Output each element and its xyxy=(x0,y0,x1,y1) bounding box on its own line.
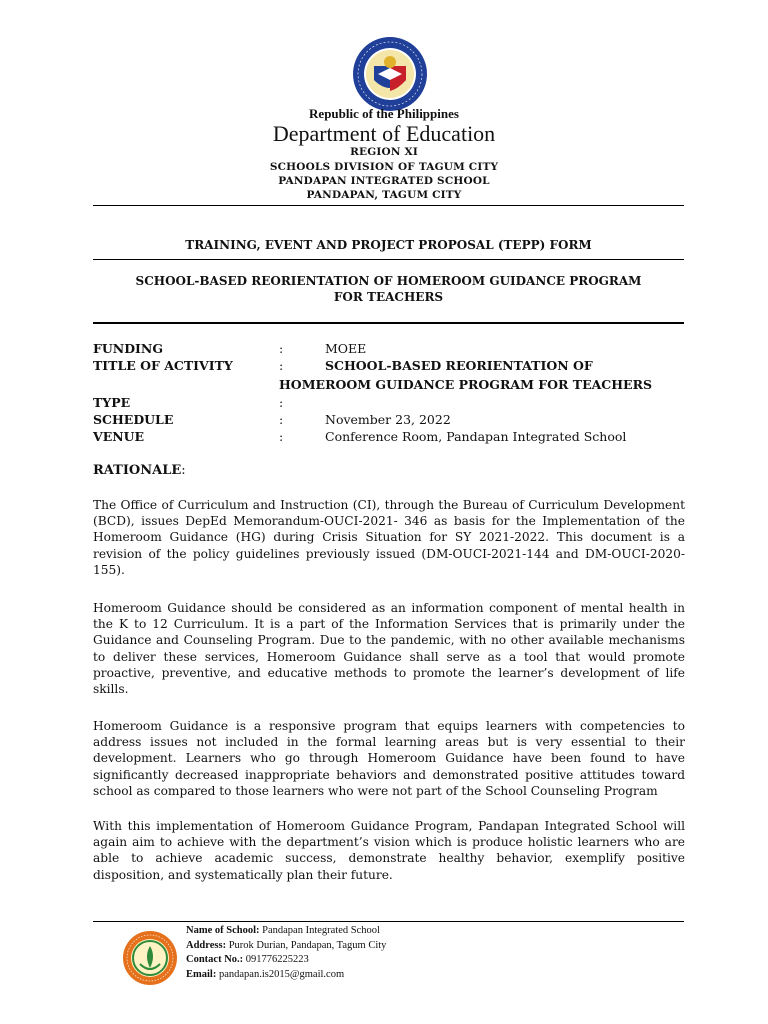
activity-title-divider xyxy=(93,322,684,324)
title-label: TITLE OF ACTIVITY xyxy=(93,358,233,373)
title-value-line2: HOMEROOM GUIDANCE PROGRAM FOR TEACHERS xyxy=(279,377,652,392)
form-title-divider xyxy=(93,259,684,260)
venue-label: VENUE xyxy=(93,429,145,444)
rationale-colon: : xyxy=(181,463,186,478)
school-address-value: Purok Durian, Pandapan, Tagum City xyxy=(228,939,387,951)
contact-label: Contact No.: xyxy=(186,954,244,965)
school-address-line xyxy=(186,939,386,954)
rationale-heading xyxy=(93,463,186,478)
schedule-label: SCHEDULE xyxy=(93,412,174,427)
venue-value: Conference Room, Pandapan Integrated School xyxy=(325,429,627,444)
activity-title xyxy=(93,273,684,305)
funding-row xyxy=(93,341,693,358)
contact-value: 091776225223 xyxy=(245,954,309,965)
funding-value: MOEE xyxy=(325,341,367,356)
type-label: TYPE xyxy=(93,395,131,410)
activity-title-line2: FOR TEACHERS xyxy=(333,290,444,304)
address-label: PANDAPAN, TAGUM CITY xyxy=(306,189,462,201)
form-title: TRAINING, EVENT AND PROJECT PROPOSAL (TEPP) FORM xyxy=(185,238,592,252)
school-name-value: Pandapan Integrated School xyxy=(262,925,380,936)
contact-line xyxy=(186,953,386,968)
title-value-line1: SCHOOL-BASED REORIENTATION OF xyxy=(325,358,593,373)
title-row xyxy=(93,358,693,395)
region-label: REGION XI xyxy=(350,146,418,158)
school-name-line xyxy=(186,924,386,939)
school-name-label: Name of School: xyxy=(186,925,260,936)
email-label: Email: xyxy=(186,968,217,980)
rationale-paragraph-1: The Office of Curriculum and Instruction (CI), through the Bureau of Curriculum Development (BCD), issues DepEd Memorandum-OUCI-2021- 346 as basis for the Implementation of the Homeroom Guidance (HG) during Crisis Situation for SY 2021-2022. This document is a revision of the policy guidelines previously issued (DM-OUCI-2021-144 and DM-OUCI-2020-155). xyxy=(93,498,685,577)
school-logo-icon xyxy=(122,930,178,986)
schedule-value: November 23, 2022 xyxy=(325,412,451,427)
rationale-paragraph-4: With this implementation of Homeroom Guidance Program, Pandapan Integrated School will again aim to achieve with the department’s vision which is produce holistic learners who are able to achieve academic success, demonstrate healthy behavior, exemplify positive disposition, and systematically plan their future. xyxy=(93,819,685,882)
type-row xyxy=(93,395,693,412)
funding-label: FUNDING xyxy=(93,341,163,356)
republic-label: Republic of the Philippines xyxy=(309,106,459,121)
rationale-paragraph-2: Homeroom Guidance should be considered as an information component of mental health in the K to 12 Curriculum. It is a part of the Information Services that is primarily under the Guidance and Counseling Program. Due to the pandemic, with no other available mechanisms to deliver these services, Homeroom Guidance shall serve as a tool that would promote proactive, preventive, and educative methods to promote the learner’s development of life skills. xyxy=(93,601,685,697)
rationale-paragraph-3: Homeroom Guidance is a responsive program that equips learners with competencies to address issues not included in the formal learning areas but is very essential to their development. Learners who go through Homeroom Guidance have been found to have significantly decreased inappropriate behaviors and demonstrated positive attitudes toward school as compared to those learners who were not part of the School Counseling Program xyxy=(93,719,685,798)
header-divider xyxy=(93,205,684,206)
division-label: SCHOOLS DIVISION OF TAGUM CITY xyxy=(269,161,499,173)
venue-colon: : xyxy=(279,429,284,444)
email-value[interactable]: pandapan.is2015@gmail.com xyxy=(218,968,345,980)
footer-divider xyxy=(93,921,684,922)
activity-title-line1: SCHOOL-BASED REORIENTATION OF HOMEROOM GUIDANCE PROGRAM xyxy=(135,274,642,288)
funding-colon: : xyxy=(279,341,284,356)
type-colon: : xyxy=(279,395,284,410)
schedule-colon: : xyxy=(279,412,284,427)
school-contact-block xyxy=(186,924,386,982)
rationale-label: RATIONALE xyxy=(93,463,182,478)
venue-row xyxy=(93,429,693,446)
deped-seal-icon xyxy=(352,36,428,112)
email-line xyxy=(186,968,386,983)
school-address-label: Address: xyxy=(186,939,227,951)
title-colon: : xyxy=(279,358,284,373)
proposal-fields xyxy=(93,341,693,446)
schedule-row xyxy=(93,412,693,429)
school-label: PANDAPAN INTEGRATED SCHOOL xyxy=(278,175,490,187)
department-title: Department of Education xyxy=(272,121,496,146)
